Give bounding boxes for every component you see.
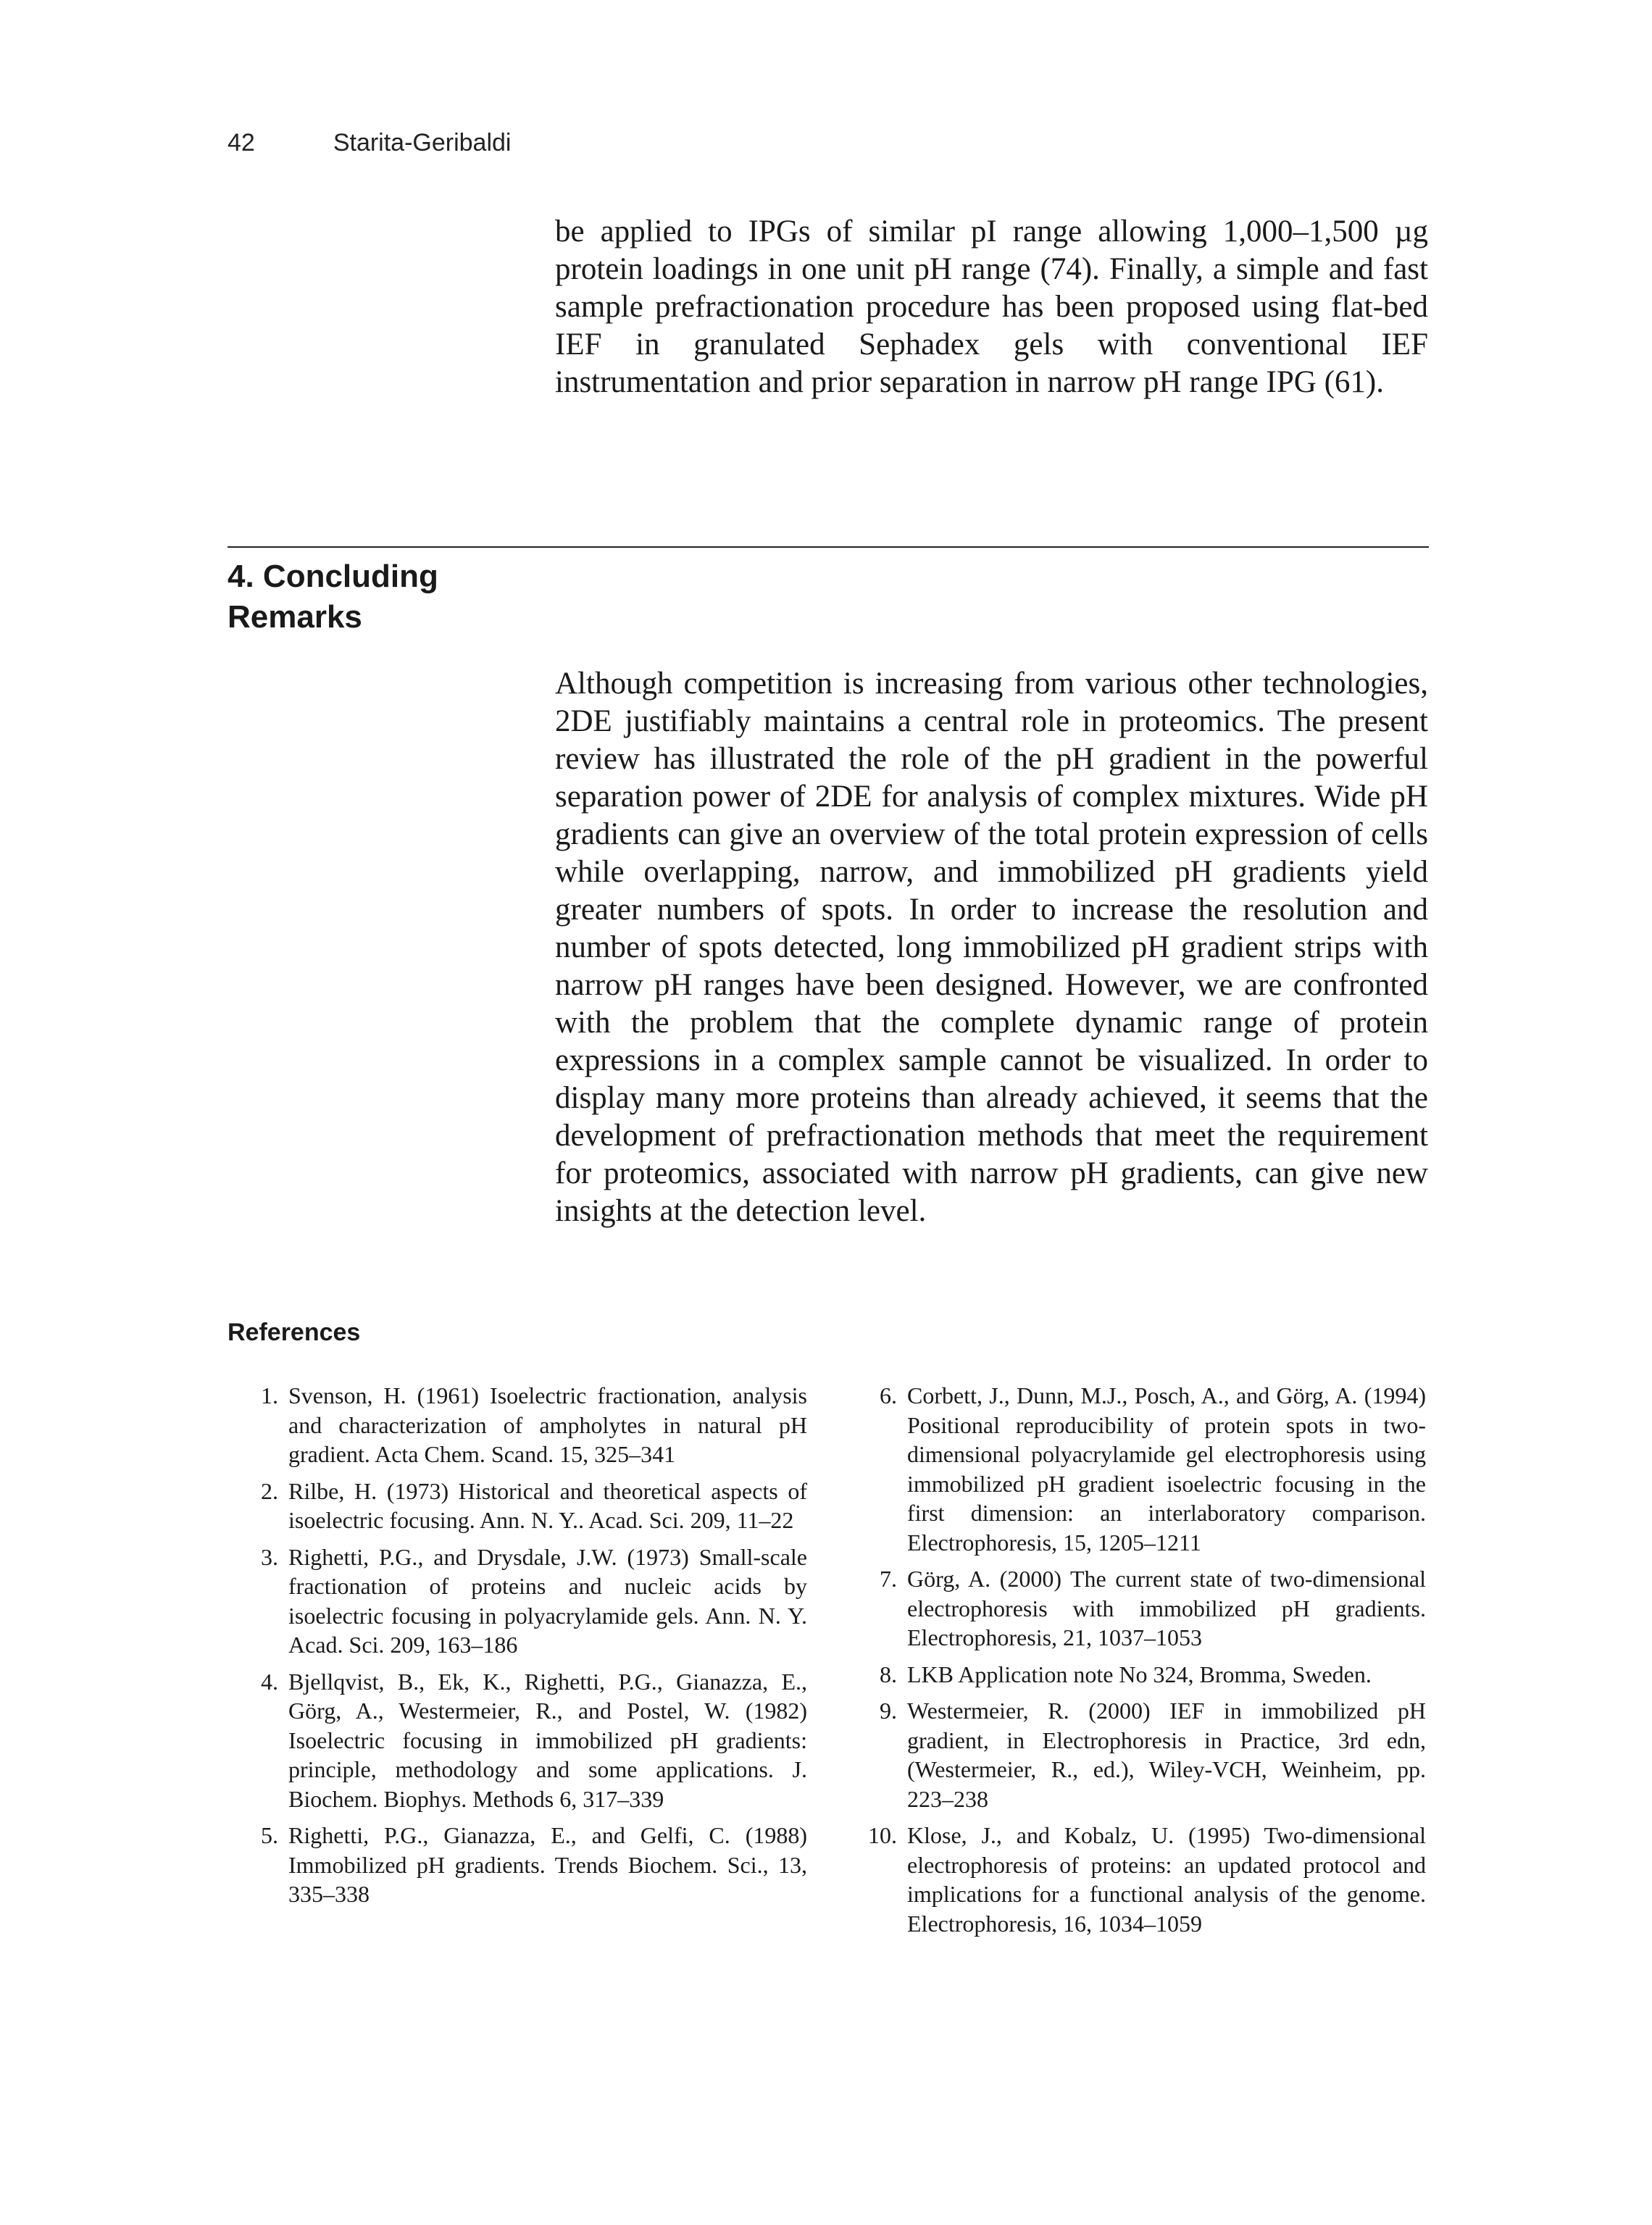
reference-item (846, 1660, 1426, 1690)
reference-number: 1. (261, 1382, 278, 1408)
reference-number: 10. (868, 1822, 897, 1848)
reference-number: 3. (261, 1543, 278, 1570)
references-list-right (846, 1381, 1426, 1945)
reference-text: Svenson, H. (1961) Isoelectric fractionation, analysis and characterization of ampholytes in natural pH gradient. Acta Chem. Scand. 15, 325–341 (288, 1382, 807, 1467)
reference-item (228, 1667, 807, 1814)
reference-number: 2. (261, 1477, 278, 1504)
reference-item (228, 1381, 807, 1469)
reference-number: 7. (880, 1566, 897, 1592)
reference-text: Righetti, P.G., Gianazza, E., and Gelfi, C. (1988) Immobilized pH gradients. Trends Biochem. Sci., 13, 335–338 (288, 1822, 807, 1907)
page-number: 42 (228, 129, 255, 156)
reference-text: Klose, J., and Kobalz, U. (1995) Two-dimensional electrophoresis of proteins: an updated protocol and implications for a functional analysis of the genome. Electrophoresis, 16, 1034–1059 (907, 1822, 1426, 1937)
reference-text: Westermeier, R. (2000) IEF in immobilized pH gradient, in Electrophoresis in Practice, 3rd edn, (Westermeier, R., ed.), Wiley-VCH, Weinheim, pp. 223–238 (907, 1698, 1426, 1812)
reference-text: LKB Application note No 324, Bromma, Sweden. (907, 1661, 1372, 1687)
reference-item (846, 1381, 1426, 1557)
section-divider (228, 546, 1429, 548)
reference-number: 6. (880, 1382, 897, 1408)
concluding-paragraph: Although competition is increasing from various other technologies, 2DE justifiably maintains a central role in proteomics. The present review has illustrated the role of the pH gradient in the powerful separation power of 2DE for analysis of complex mixtures. Wide pH gradients can give an overview of the total protein expression of cells while overlapping, narrow, and immobilized pH gradients yield greater numbers of spots. In order to increase the resolution and number of spots detected, long immobilized pH gradient strips with narrow pH ranges have been designed. However, we are confronted with the problem that the complete dynamic range of protein expressions in a complex sample cannot be visualized. In order to display many more proteins than already achieved, it seems that the development of prefractionation methods that meet the requirement for proteomics, associated with narrow pH gradients, can give new insights at the detection level. (555, 667, 1428, 1228)
reference-item (228, 1477, 807, 1535)
reference-number: 5. (261, 1822, 278, 1848)
running-head-author: Starita-Geribaldi (333, 129, 512, 156)
reference-text: Righetti, P.G., and Drysdale, J.W. (1973) Small-scale fractionation of proteins and nucleic acids by isoelectric focusing in polyacrylamide gels. Ann. N. Y. Acad. Sci. 209, 163–186 (288, 1543, 807, 1658)
reference-item (846, 1696, 1426, 1813)
paragraph-continued: be applied to IPGs of similar pI range allowing 1,000–1,500 µg protein loadings in one unit pH range (74). Finally, a simple and fast sample prefractionation procedure has been proposed using flat-bed IEF in granulated Sephadex gels with conventional IEF instrumentation and prior separation in narrow pH range IPG (61). (555, 214, 1428, 399)
reference-item (846, 1564, 1426, 1653)
reference-number: 4. (261, 1668, 278, 1695)
section-heading: 4. Concluding Remarks (228, 559, 438, 635)
reference-text: Bjellqvist, B., Ek, K., Righetti, P.G., Gianazza, E., Görg, A., Westermeier, R., and Postel, W. (1982) Isoelectric focusing in immobilized pH gradients: principle, methodology and some applications. J. Biochem. Biophys. Methods 6, 317–339 (288, 1668, 807, 1812)
reference-number: 8. (880, 1661, 897, 1687)
reference-text: Corbett, J., Dunn, M.J., Posch, A., and Görg, A. (1994) Positional reproducibility of protein spots in two-dimensional polyacrylamide gel electrophoresis using immobilized pH gradient isoelectric focusing in the first dimension: an interlaboratory comparison. Electrophoresis, 15, 1205–1211 (907, 1382, 1426, 1556)
reference-item (846, 1821, 1426, 1938)
references-heading: References (228, 1319, 361, 1346)
reference-text: Görg, A. (2000) The current state of two-dimensional electrophoresis with immobilized pH gradients. Electrophoresis, 21, 1037–1053 (907, 1566, 1426, 1650)
reference-item (228, 1821, 807, 1909)
running-head (228, 129, 511, 157)
reference-number: 9. (880, 1698, 897, 1724)
references-list-left (228, 1381, 807, 1916)
reference-item (228, 1543, 807, 1660)
reference-text: Rilbe, H. (1973) Historical and theoretical aspects of isoelectric focusing. Ann. N. Y.. Acad. Sci. 209, 11–22 (288, 1477, 807, 1533)
